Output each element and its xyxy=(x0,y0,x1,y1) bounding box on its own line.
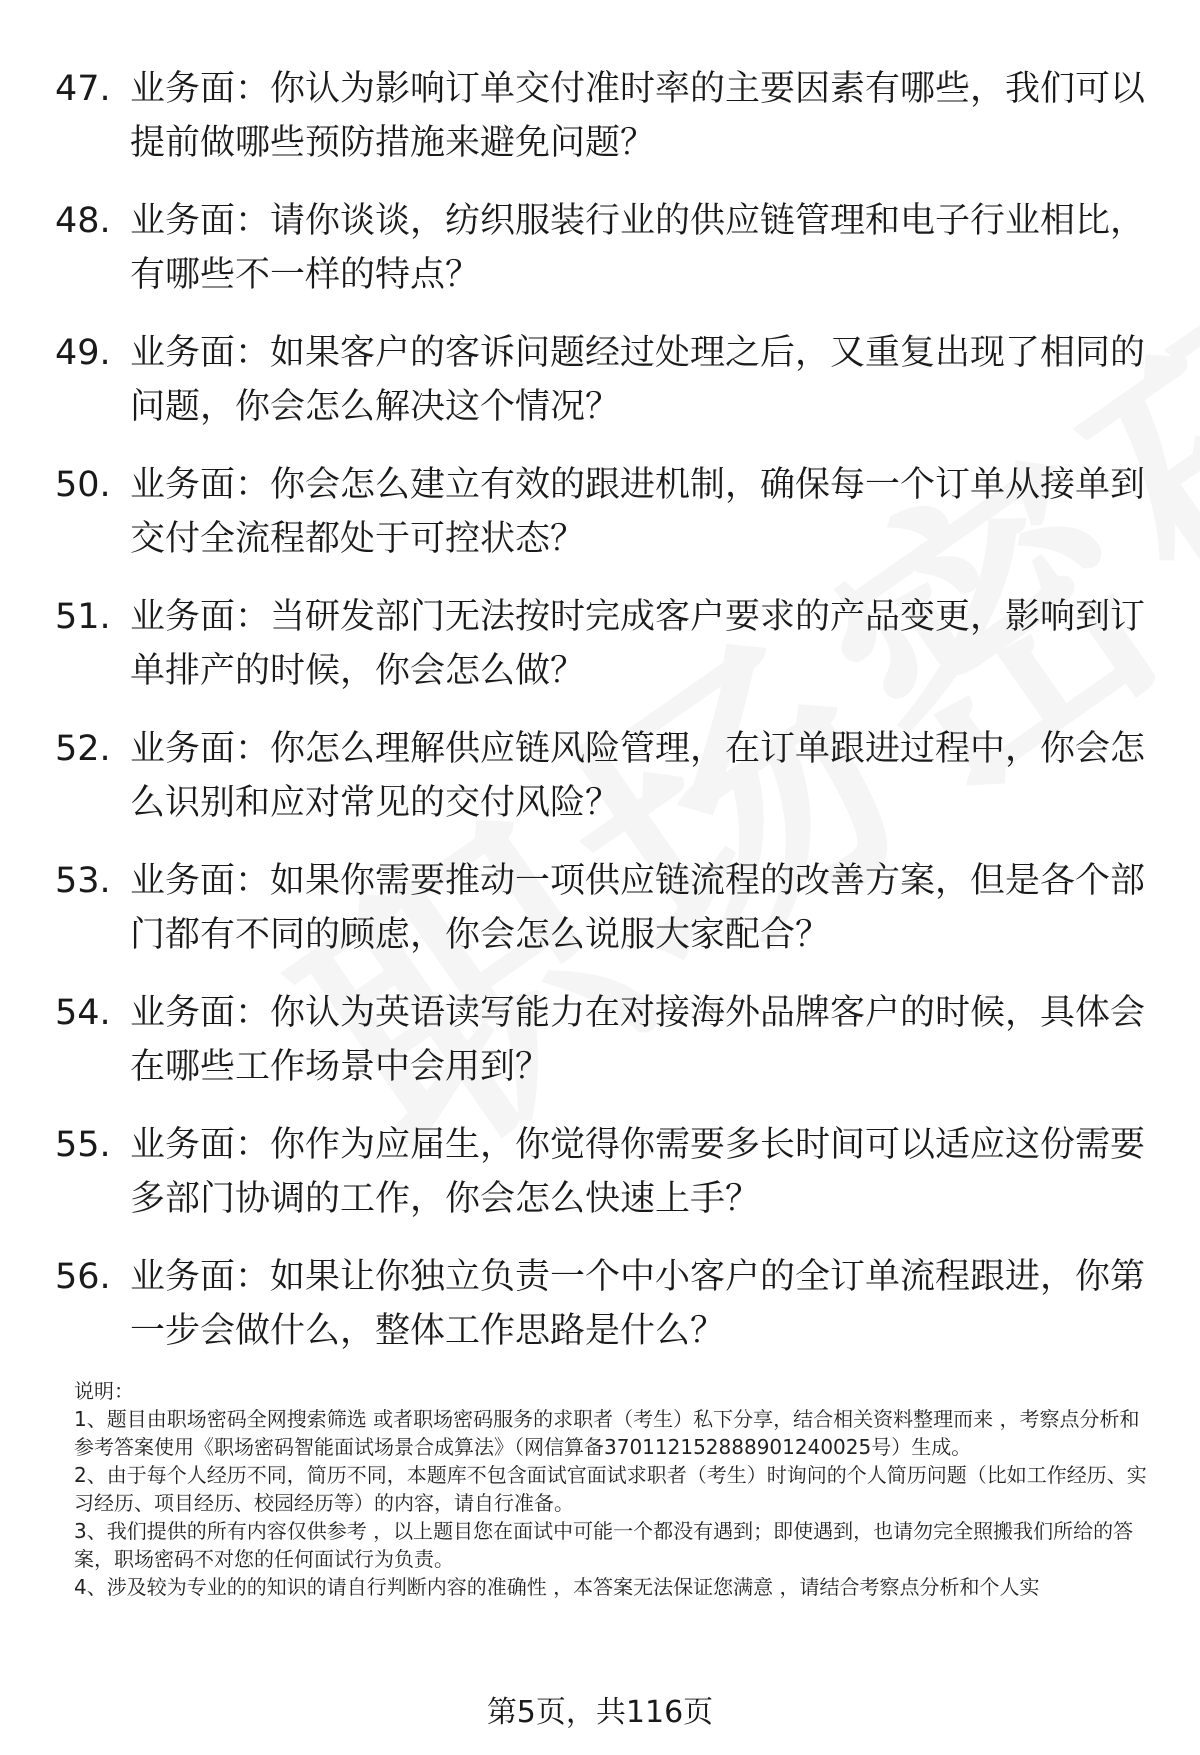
question-item xyxy=(0,986,1200,1118)
question-number: 53. xyxy=(55,861,111,901)
page-footer: 第5页，共116页 xyxy=(486,1695,714,1730)
question-item xyxy=(0,1118,1200,1250)
question-number: 52. xyxy=(55,729,111,769)
question-text: 业务面：如果让你独立负责一个中小客户的全订单流程跟进，你第一步会做什么，整体工作思路是什么？ xyxy=(130,1257,1146,1351)
question-number: 48. xyxy=(55,201,111,241)
question-list xyxy=(0,62,1200,1382)
note-item: 4、涉及较为专业的的知识的请自行判断内容的准确性 ，本答案无法保证您满意 ，请结合考察点分析和个人实 xyxy=(74,1575,1040,1599)
question-item xyxy=(0,194,1200,326)
question-text: 业务面：你怎么理解供应链风险管理，在订单跟进过程中，你会怎么识别和应对常见的交付风险？ xyxy=(130,729,1146,823)
notes-section xyxy=(74,1377,1154,1601)
question-number: 50. xyxy=(55,465,111,505)
question-item xyxy=(0,62,1200,194)
question-text: 业务面：当研发部门无法按时完成客户要求的产品变更，影响到订单排产的时候，你会怎么做？ xyxy=(130,597,1146,691)
question-text: 业务面：你认为英语读写能力在对接海外品牌客户的时候，具体会在哪些工作场景中会用到？ xyxy=(130,993,1146,1087)
question-text: 业务面：你会怎么建立有效的跟进机制，确保每一个订单从接单到交付全流程都处于可控状态？ xyxy=(130,465,1146,559)
question-text: 业务面：你认为影响订单交付准时率的主要因素有哪些，我们可以提前做哪些预防措施来避免问题？ xyxy=(130,69,1146,163)
question-item xyxy=(0,590,1200,722)
note-item: 1、题目由职场密码全网搜索筛选 或者职场密码服务的求职者（考生）私下分享，结合相关资料整理而来 ，考察点分析和参考答案使用《职场密码智能面试场景合成算法》（网信算备370112152888901240025号）生成。 xyxy=(74,1407,1140,1459)
question-text: 业务面：请你谈谈，纺织服装行业的供应链管理和电子行业相比，有哪些不一样的特点？ xyxy=(130,201,1146,295)
question-item xyxy=(0,854,1200,986)
question-item xyxy=(0,458,1200,590)
question-item xyxy=(0,1250,1200,1382)
question-number: 49. xyxy=(55,333,111,373)
question-item xyxy=(0,722,1200,854)
question-text: 业务面：你作为应届生，你觉得你需要多长时间可以适应这份需要多部门协调的工作，你会怎么快速上手？ xyxy=(130,1125,1146,1219)
question-text: 业务面：如果客户的客诉问题经过处理之后，又重复出现了相同的问题，你会怎么解决这个情况？ xyxy=(130,333,1146,427)
question-number: 51. xyxy=(55,597,111,637)
notes-heading: 说明： xyxy=(74,1379,134,1403)
question-item xyxy=(0,326,1200,458)
note-item: 2、由于每个人经历不同，简历不同，本题库不包含面试官面试求职者（考生）时询问的个人简历问题（比如工作经历、实习经历、项目经历、校园经历等）的内容，请自行准备。 xyxy=(74,1463,1147,1515)
question-number: 56. xyxy=(55,1257,111,1297)
question-text: 业务面：如果你需要推动一项供应链流程的改善方案，但是各个部门都有不同的顾虑，你会怎么说服大家配合？ xyxy=(130,861,1146,955)
question-number: 47. xyxy=(55,69,111,109)
question-number: 55. xyxy=(55,1125,111,1165)
question-number: 54. xyxy=(55,993,111,1033)
note-item: 3、我们提供的所有内容仅供参考 ，以上题目您在面试中可能一个都没有遇到；即使遇到，也请勿完全照搬我们所给的答案，职场密码不对您的任何面试行为负责。 xyxy=(74,1519,1134,1571)
